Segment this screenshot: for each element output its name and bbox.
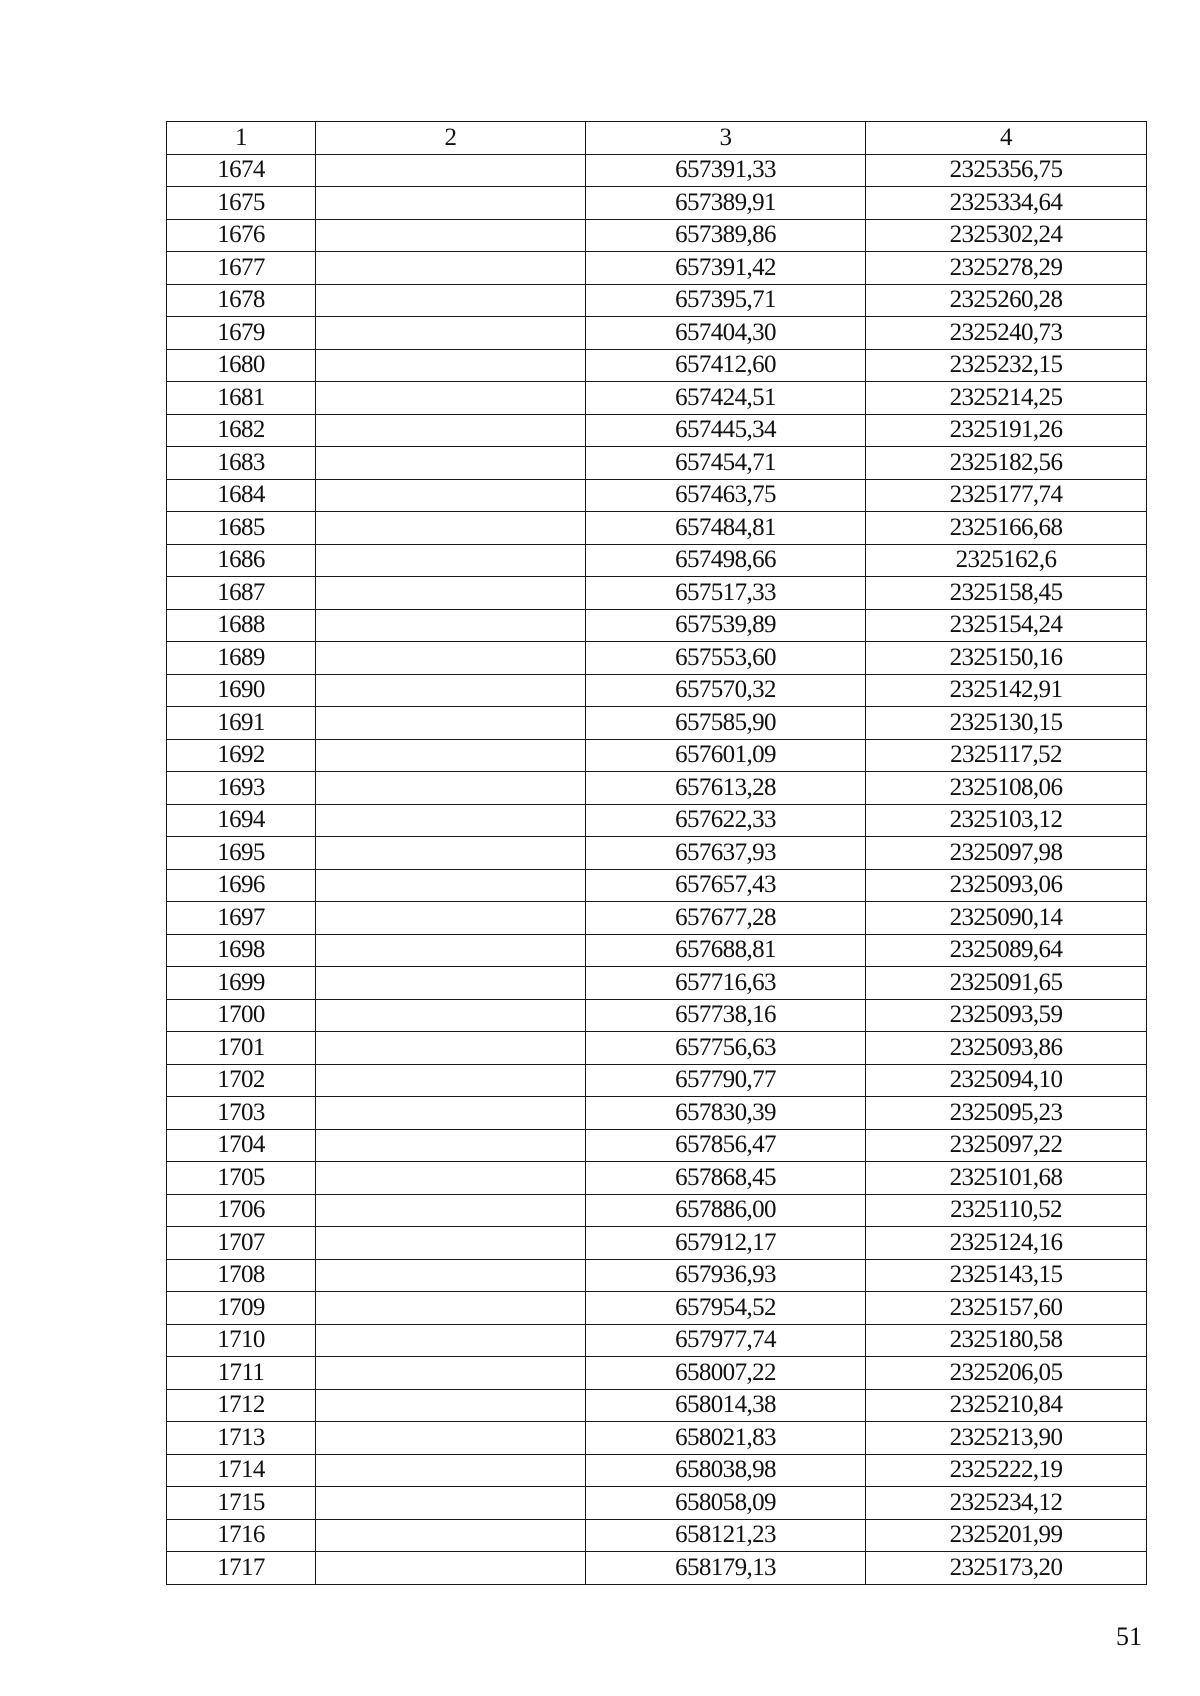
- x-coordinate-cell: 657637,93: [586, 837, 866, 870]
- description-cell: [316, 934, 586, 967]
- point-number-cell: 1705: [167, 1162, 316, 1195]
- point-number-cell: 1678: [167, 284, 316, 317]
- table-row: [167, 1227, 1147, 1260]
- y-coordinate-cell: 2325093,86: [866, 1032, 1147, 1065]
- table-row: [167, 414, 1147, 447]
- x-coordinate-cell: 658179,13: [586, 1552, 866, 1585]
- table-row: [167, 1292, 1147, 1325]
- description-cell: [316, 772, 586, 805]
- x-coordinate-cell: 657484,81: [586, 512, 866, 545]
- y-coordinate-cell: 2325240,73: [866, 317, 1147, 350]
- y-coordinate-cell: 2325182,56: [866, 447, 1147, 480]
- description-cell: [316, 1357, 586, 1390]
- description-cell: [316, 252, 586, 285]
- y-coordinate-cell: 2325094,10: [866, 1064, 1147, 1097]
- point-number-cell: 1706: [167, 1194, 316, 1227]
- description-cell: [316, 837, 586, 870]
- description-cell: [316, 609, 586, 642]
- x-coordinate-cell: 657585,90: [586, 707, 866, 740]
- point-number-cell: 1688: [167, 609, 316, 642]
- description-cell: [316, 1552, 586, 1585]
- table-row: [167, 479, 1147, 512]
- point-number-cell: 1679: [167, 317, 316, 350]
- y-coordinate-cell: 2325201,99: [866, 1519, 1147, 1552]
- y-coordinate-cell: 2325162,6: [866, 544, 1147, 577]
- x-coordinate-cell: 658021,83: [586, 1422, 866, 1455]
- point-number-cell: 1683: [167, 447, 316, 480]
- point-number-cell: 1674: [167, 154, 316, 187]
- table-row: [167, 707, 1147, 740]
- point-number-cell: 1717: [167, 1552, 316, 1585]
- table-row: [167, 1519, 1147, 1552]
- table-header: [167, 122, 1147, 155]
- x-coordinate-cell: 657622,33: [586, 804, 866, 837]
- point-number-cell: 1694: [167, 804, 316, 837]
- column-header-2: 2: [316, 122, 586, 155]
- table-row: [167, 317, 1147, 350]
- point-number-cell: 1685: [167, 512, 316, 545]
- y-coordinate-cell: 2325234,12: [866, 1487, 1147, 1520]
- description-cell: [316, 317, 586, 350]
- point-number-cell: 1680: [167, 349, 316, 382]
- table-row: [167, 642, 1147, 675]
- description-cell: [316, 1519, 586, 1552]
- point-number-cell: 1698: [167, 934, 316, 967]
- point-number-cell: 1695: [167, 837, 316, 870]
- y-coordinate-cell: 2325091,65: [866, 967, 1147, 1000]
- x-coordinate-cell: 657395,71: [586, 284, 866, 317]
- table-row: [167, 804, 1147, 837]
- point-number-cell: 1707: [167, 1227, 316, 1260]
- table-row: [167, 1454, 1147, 1487]
- description-cell: [316, 479, 586, 512]
- description-cell: [316, 382, 586, 415]
- description-cell: [316, 577, 586, 610]
- x-coordinate-cell: 657391,42: [586, 252, 866, 285]
- description-cell: [316, 544, 586, 577]
- description-cell: [316, 1324, 586, 1357]
- point-number-cell: 1684: [167, 479, 316, 512]
- y-coordinate-cell: 2325143,15: [866, 1259, 1147, 1292]
- x-coordinate-cell: 657424,51: [586, 382, 866, 415]
- x-coordinate-cell: 658121,23: [586, 1519, 866, 1552]
- table-row: [167, 837, 1147, 870]
- point-number-cell: 1699: [167, 967, 316, 1000]
- description-cell: [316, 512, 586, 545]
- table-row: [167, 382, 1147, 415]
- x-coordinate-cell: 657389,91: [586, 187, 866, 220]
- y-coordinate-cell: 2325173,20: [866, 1552, 1147, 1585]
- table-row: [167, 1357, 1147, 1390]
- x-coordinate-cell: 657404,30: [586, 317, 866, 350]
- description-cell: [316, 154, 586, 187]
- y-coordinate-cell: 2325117,52: [866, 739, 1147, 772]
- table-row: [167, 1259, 1147, 1292]
- y-coordinate-cell: 2325150,16: [866, 642, 1147, 675]
- y-coordinate-cell: 2325166,68: [866, 512, 1147, 545]
- point-number-cell: 1700: [167, 999, 316, 1032]
- y-coordinate-cell: 2325158,45: [866, 577, 1147, 610]
- description-cell: [316, 1032, 586, 1065]
- x-coordinate-cell: 657677,28: [586, 902, 866, 935]
- table-row: [167, 1422, 1147, 1455]
- x-coordinate-cell: 657498,66: [586, 544, 866, 577]
- y-coordinate-cell: 2325210,84: [866, 1389, 1147, 1422]
- point-number-cell: 1703: [167, 1097, 316, 1130]
- point-number-cell: 1689: [167, 642, 316, 675]
- description-cell: [316, 1292, 586, 1325]
- table-row: [167, 1097, 1147, 1130]
- x-coordinate-cell: 657570,32: [586, 674, 866, 707]
- point-number-cell: 1687: [167, 577, 316, 610]
- y-coordinate-cell: 2325206,05: [866, 1357, 1147, 1390]
- table-row: [167, 1129, 1147, 1162]
- x-coordinate-cell: 657601,09: [586, 739, 866, 772]
- description-cell: [316, 219, 586, 252]
- x-coordinate-cell: 657716,63: [586, 967, 866, 1000]
- table-row: [167, 609, 1147, 642]
- y-coordinate-cell: 2325356,75: [866, 154, 1147, 187]
- y-coordinate-cell: 2325177,74: [866, 479, 1147, 512]
- y-coordinate-cell: 2325334,64: [866, 187, 1147, 220]
- x-coordinate-cell: 657391,33: [586, 154, 866, 187]
- table-row: [167, 544, 1147, 577]
- x-coordinate-cell: 657912,17: [586, 1227, 866, 1260]
- point-number-cell: 1713: [167, 1422, 316, 1455]
- point-number-cell: 1697: [167, 902, 316, 935]
- description-cell: [316, 1259, 586, 1292]
- description-cell: [316, 869, 586, 902]
- y-coordinate-cell: 2325213,90: [866, 1422, 1147, 1455]
- table-row: [167, 934, 1147, 967]
- description-cell: [316, 447, 586, 480]
- y-coordinate-cell: 2325302,24: [866, 219, 1147, 252]
- x-coordinate-cell: 657553,60: [586, 642, 866, 675]
- table-row: [167, 252, 1147, 285]
- table-row: [167, 187, 1147, 220]
- y-coordinate-cell: 2325093,59: [866, 999, 1147, 1032]
- description-cell: [316, 1487, 586, 1520]
- x-coordinate-cell: 657454,71: [586, 447, 866, 480]
- column-header-4: 4: [866, 122, 1147, 155]
- column-header-3: 3: [586, 122, 866, 155]
- x-coordinate-cell: 658058,09: [586, 1487, 866, 1520]
- point-number-cell: 1702: [167, 1064, 316, 1097]
- description-cell: [316, 967, 586, 1000]
- y-coordinate-cell: 2325124,16: [866, 1227, 1147, 1260]
- description-cell: [316, 707, 586, 740]
- y-coordinate-cell: 2325110,52: [866, 1194, 1147, 1227]
- table-row: [167, 674, 1147, 707]
- y-coordinate-cell: 2325103,12: [866, 804, 1147, 837]
- x-coordinate-cell: 657517,33: [586, 577, 866, 610]
- description-cell: [316, 1194, 586, 1227]
- x-coordinate-cell: 657790,77: [586, 1064, 866, 1097]
- table-row: [167, 154, 1147, 187]
- table-row: [167, 1487, 1147, 1520]
- point-number-cell: 1712: [167, 1389, 316, 1422]
- point-number-cell: 1714: [167, 1454, 316, 1487]
- x-coordinate-cell: 657688,81: [586, 934, 866, 967]
- description-cell: [316, 902, 586, 935]
- y-coordinate-cell: 2325089,64: [866, 934, 1147, 967]
- description-cell: [316, 674, 586, 707]
- description-cell: [316, 999, 586, 1032]
- point-number-cell: 1716: [167, 1519, 316, 1552]
- table-row: [167, 739, 1147, 772]
- table-row: [167, 577, 1147, 610]
- description-cell: [316, 739, 586, 772]
- y-coordinate-cell: 2325093,06: [866, 869, 1147, 902]
- description-cell: [316, 1389, 586, 1422]
- description-cell: [316, 1097, 586, 1130]
- y-coordinate-cell: 2325108,06: [866, 772, 1147, 805]
- description-cell: [316, 1064, 586, 1097]
- x-coordinate-cell: 658007,22: [586, 1357, 866, 1390]
- description-cell: [316, 414, 586, 447]
- table-row: [167, 772, 1147, 805]
- x-coordinate-cell: 657868,45: [586, 1162, 866, 1195]
- table-row: [167, 1324, 1147, 1357]
- x-coordinate-cell: 657389,86: [586, 219, 866, 252]
- point-number-cell: 1711: [167, 1357, 316, 1390]
- y-coordinate-cell: 2325214,25: [866, 382, 1147, 415]
- description-cell: [316, 642, 586, 675]
- y-coordinate-cell: 2325222,19: [866, 1454, 1147, 1487]
- description-cell: [316, 349, 586, 382]
- x-coordinate-cell: 657756,63: [586, 1032, 866, 1065]
- point-number-cell: 1686: [167, 544, 316, 577]
- y-coordinate-cell: 2325157,60: [866, 1292, 1147, 1325]
- description-cell: [316, 1227, 586, 1260]
- point-number-cell: 1681: [167, 382, 316, 415]
- table-row: [167, 1389, 1147, 1422]
- description-cell: [316, 1162, 586, 1195]
- y-coordinate-cell: 2325180,58: [866, 1324, 1147, 1357]
- table-row: [167, 349, 1147, 382]
- description-cell: [316, 284, 586, 317]
- table-row: [167, 999, 1147, 1032]
- y-coordinate-cell: 2325130,15: [866, 707, 1147, 740]
- y-coordinate-cell: 2325232,15: [866, 349, 1147, 382]
- point-number-cell: 1682: [167, 414, 316, 447]
- x-coordinate-cell: 657412,60: [586, 349, 866, 382]
- y-coordinate-cell: 2325090,14: [866, 902, 1147, 935]
- description-cell: [316, 187, 586, 220]
- point-number-cell: 1696: [167, 869, 316, 902]
- point-number-cell: 1675: [167, 187, 316, 220]
- x-coordinate-cell: 657463,75: [586, 479, 866, 512]
- x-coordinate-cell: 657977,74: [586, 1324, 866, 1357]
- table-body: [167, 154, 1147, 1584]
- table-row: [167, 219, 1147, 252]
- y-coordinate-cell: 2325191,26: [866, 414, 1147, 447]
- table-row: [167, 1032, 1147, 1065]
- table-row: [167, 1552, 1147, 1585]
- x-coordinate-cell: 657738,16: [586, 999, 866, 1032]
- point-number-cell: 1709: [167, 1292, 316, 1325]
- point-number-cell: 1691: [167, 707, 316, 740]
- x-coordinate-cell: 657657,43: [586, 869, 866, 902]
- point-number-cell: 1676: [167, 219, 316, 252]
- point-number-cell: 1708: [167, 1259, 316, 1292]
- x-coordinate-cell: 658038,98: [586, 1454, 866, 1487]
- point-number-cell: 1701: [167, 1032, 316, 1065]
- coordinates-table: [166, 121, 1147, 1585]
- y-coordinate-cell: 2325097,22: [866, 1129, 1147, 1162]
- page-number: 51: [1116, 1622, 1142, 1651]
- table-row: [167, 1194, 1147, 1227]
- point-number-cell: 1690: [167, 674, 316, 707]
- point-number-cell: 1677: [167, 252, 316, 285]
- table-row: [167, 869, 1147, 902]
- point-number-cell: 1704: [167, 1129, 316, 1162]
- header-row: [167, 122, 1147, 155]
- x-coordinate-cell: 657613,28: [586, 772, 866, 805]
- y-coordinate-cell: 2325154,24: [866, 609, 1147, 642]
- column-header-1: 1: [167, 122, 316, 155]
- x-coordinate-cell: 657830,39: [586, 1097, 866, 1130]
- y-coordinate-cell: 2325278,29: [866, 252, 1147, 285]
- table-row: [167, 284, 1147, 317]
- y-coordinate-cell: 2325095,23: [866, 1097, 1147, 1130]
- y-coordinate-cell: 2325260,28: [866, 284, 1147, 317]
- table-row: [167, 902, 1147, 935]
- table-row: [167, 447, 1147, 480]
- description-cell: [316, 804, 586, 837]
- x-coordinate-cell: 658014,38: [586, 1389, 866, 1422]
- point-number-cell: 1710: [167, 1324, 316, 1357]
- description-cell: [316, 1422, 586, 1455]
- point-number-cell: 1715: [167, 1487, 316, 1520]
- y-coordinate-cell: 2325097,98: [866, 837, 1147, 870]
- table-row: [167, 1162, 1147, 1195]
- x-coordinate-cell: 657886,00: [586, 1194, 866, 1227]
- description-cell: [316, 1454, 586, 1487]
- x-coordinate-cell: 657954,52: [586, 1292, 866, 1325]
- point-number-cell: 1692: [167, 739, 316, 772]
- y-coordinate-cell: 2325142,91: [866, 674, 1147, 707]
- table-row: [167, 967, 1147, 1000]
- x-coordinate-cell: 657936,93: [586, 1259, 866, 1292]
- table-row: [167, 512, 1147, 545]
- description-cell: [316, 1129, 586, 1162]
- x-coordinate-cell: 657445,34: [586, 414, 866, 447]
- x-coordinate-cell: 657539,89: [586, 609, 866, 642]
- point-number-cell: 1693: [167, 772, 316, 805]
- y-coordinate-cell: 2325101,68: [866, 1162, 1147, 1195]
- table-row: [167, 1064, 1147, 1097]
- x-coordinate-cell: 657856,47: [586, 1129, 866, 1162]
